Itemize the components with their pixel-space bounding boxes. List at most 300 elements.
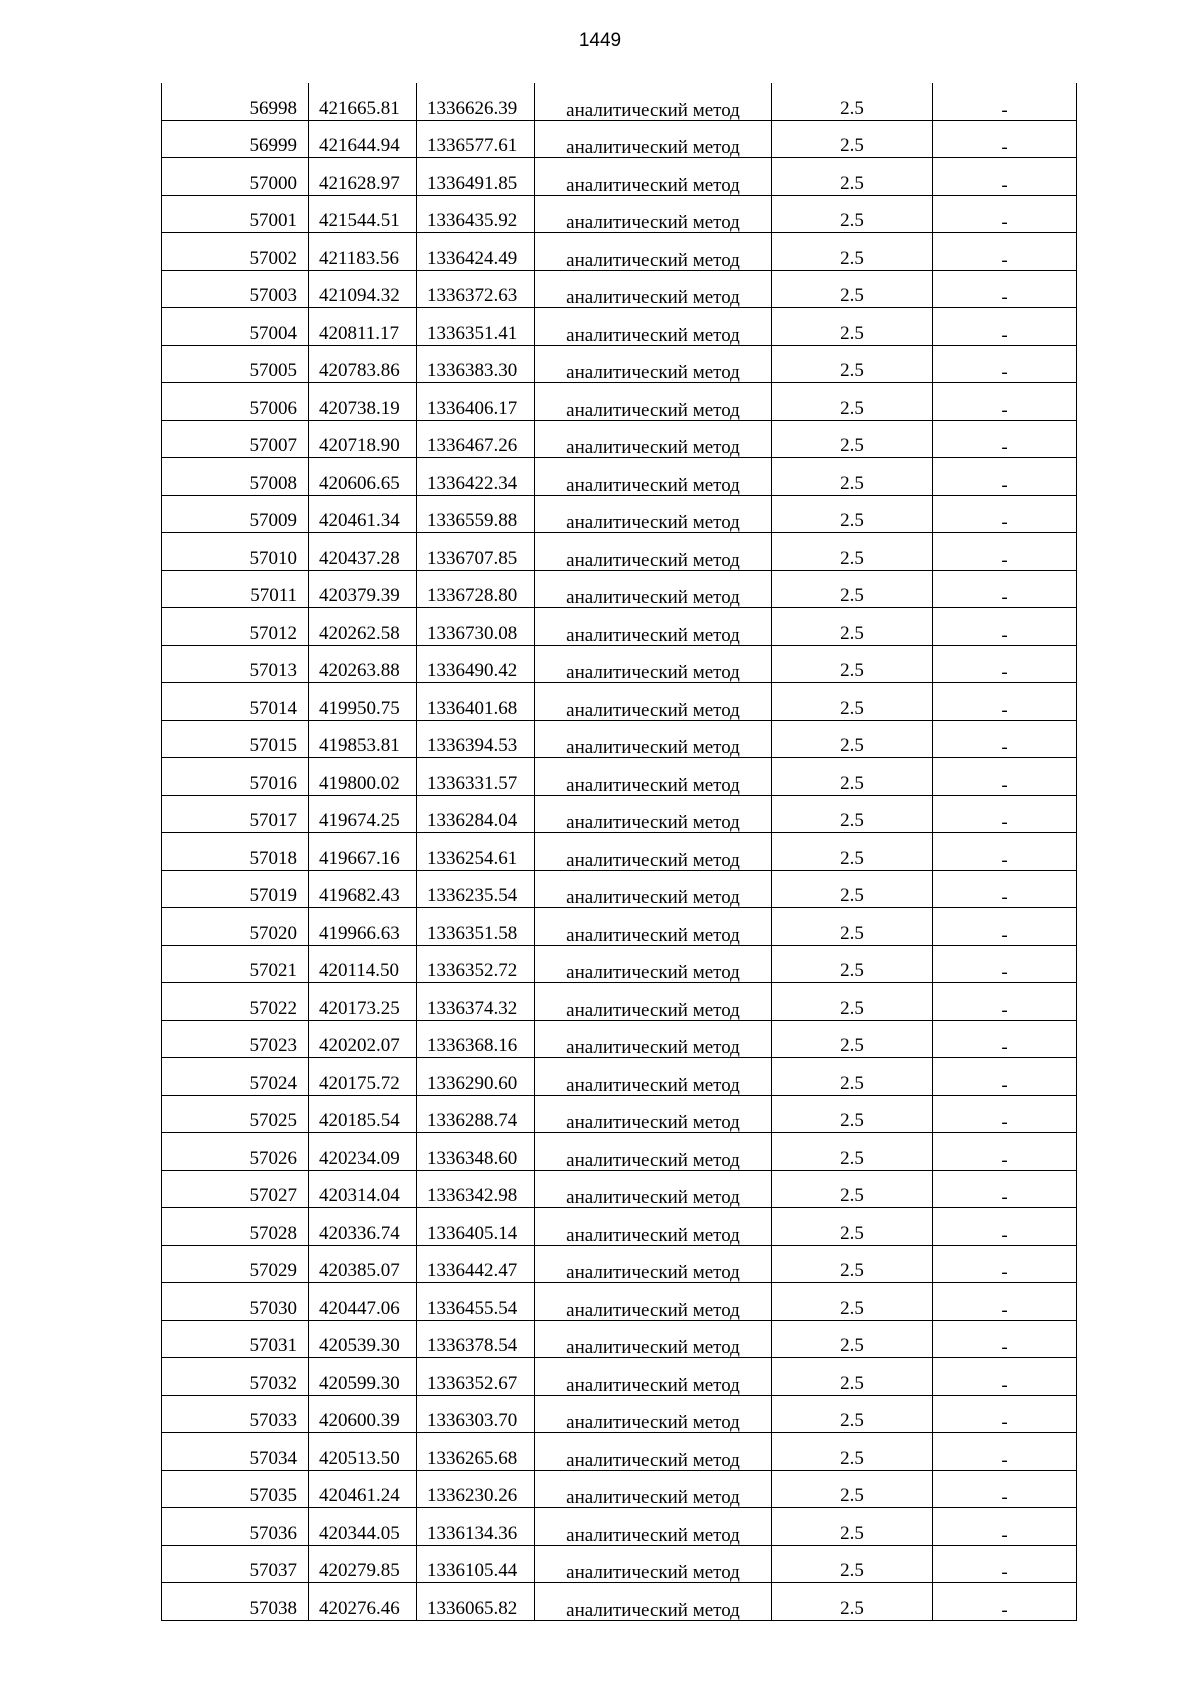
- method-cell-text: аналитический метод: [566, 999, 740, 1021]
- description-cell-text: -: [1001, 774, 1008, 796]
- accuracy-cell: [772, 1470, 933, 1508]
- description-cell: [933, 1545, 1077, 1583]
- point-number-cell-text: 57018: [249, 847, 297, 869]
- x-coordinate-cell: [309, 608, 417, 646]
- point-number-cell: [162, 720, 309, 758]
- method-cell: [535, 83, 772, 120]
- description-cell-text: -: [1001, 437, 1008, 458]
- accuracy-cell-text: 2.5: [840, 585, 864, 606]
- method-cell-text: аналитический метод: [566, 1524, 740, 1546]
- method-cell-text: аналитический метод: [566, 1112, 740, 1133]
- page-number: 1449: [578, 30, 622, 51]
- x-coordinate-cell-text: 419966.63: [319, 922, 400, 944]
- table-row: [162, 608, 1077, 646]
- y-coordinate-cell: [417, 345, 535, 383]
- x-coordinate-cell-text: 419667.16: [319, 847, 400, 869]
- method-cell-text: аналитический метод: [566, 212, 740, 233]
- y-coordinate-cell-text: 1336401.68: [427, 697, 518, 719]
- x-coordinate-cell: [309, 1508, 417, 1546]
- table-row: [162, 233, 1077, 271]
- accuracy-cell: [772, 420, 933, 458]
- accuracy-cell-text: 2.5: [840, 1447, 864, 1469]
- description-cell: [933, 1133, 1077, 1171]
- x-coordinate-cell: [309, 945, 417, 983]
- point-number-cell-text: 57005: [249, 360, 297, 381]
- accuracy-cell: [772, 1320, 933, 1358]
- table-row: [162, 1170, 1077, 1208]
- description-cell: [933, 233, 1077, 271]
- accuracy-cell-text: 2.5: [840, 360, 864, 381]
- x-coordinate-cell-text: 420783.86: [319, 360, 400, 381]
- accuracy-cell: [772, 1170, 933, 1208]
- y-coordinate-cell: [417, 608, 535, 646]
- description-cell-text: -: [1001, 212, 1008, 233]
- accuracy-cell: [772, 1208, 933, 1246]
- description-cell-text: -: [1001, 1112, 1008, 1133]
- accuracy-cell-text: 2.5: [840, 622, 864, 644]
- description-cell-text: -: [1001, 1337, 1008, 1358]
- point-number-cell-text: 57017: [249, 810, 297, 831]
- x-coordinate-cell: [309, 1545, 417, 1583]
- accuracy-cell: [772, 120, 933, 158]
- y-coordinate-cell: [417, 458, 535, 496]
- point-number-cell-text: 57009: [249, 510, 297, 531]
- point-number-cell: [162, 683, 309, 721]
- description-cell-text: -: [1001, 1412, 1008, 1433]
- accuracy-cell: [772, 645, 933, 683]
- x-coordinate-cell: [309, 270, 417, 308]
- method-cell: [535, 495, 772, 533]
- y-coordinate-cell-text: 1336284.04: [427, 810, 518, 831]
- description-cell-text: -: [1001, 1037, 1008, 1058]
- description-cell: [933, 195, 1077, 233]
- point-number-cell: [162, 1470, 309, 1508]
- y-coordinate-cell-text: 1336442.47: [427, 1260, 518, 1281]
- point-number-cell: [162, 1020, 309, 1058]
- point-number-cell-text: 57012: [249, 622, 297, 644]
- table-body: [162, 83, 1077, 1620]
- y-coordinate-cell-text: 1336372.63: [427, 285, 518, 306]
- accuracy-cell-text: 2.5: [840, 885, 864, 906]
- description-cell: [933, 1358, 1077, 1396]
- description-cell-text: -: [1001, 887, 1008, 908]
- x-coordinate-cell-text: 421183.56: [319, 247, 400, 269]
- y-coordinate-cell: [417, 1583, 535, 1621]
- table-row: [162, 533, 1077, 571]
- method-cell: [535, 1470, 772, 1508]
- description-cell: [933, 908, 1077, 946]
- table-row: [162, 720, 1077, 758]
- method-cell-text: аналитический метод: [566, 962, 740, 983]
- point-number-cell: [162, 1095, 309, 1133]
- x-coordinate-cell-text: 421665.81: [319, 97, 400, 119]
- description-cell-text: -: [1001, 99, 1008, 121]
- description-cell: [933, 1470, 1077, 1508]
- description-cell-text: -: [1001, 1299, 1008, 1321]
- point-number-cell-text: 57031: [249, 1335, 297, 1356]
- y-coordinate-cell-text: 1336559.88: [427, 510, 518, 531]
- point-number-cell-text: 57013: [249, 660, 297, 681]
- point-number-cell-text: 57015: [249, 735, 297, 756]
- point-number-cell-text: 57032: [249, 1372, 297, 1394]
- method-cell-text: аналитический метод: [566, 287, 740, 308]
- accuracy-cell: [772, 1358, 933, 1396]
- x-coordinate-cell: [309, 195, 417, 233]
- point-number-cell: [162, 270, 309, 308]
- y-coordinate-cell-text: 1336368.16: [427, 1035, 518, 1056]
- y-coordinate-cell: [417, 1133, 535, 1171]
- table-row: [162, 270, 1077, 308]
- description-cell-text: -: [1001, 512, 1008, 533]
- accuracy-cell-text: 2.5: [840, 847, 864, 869]
- y-coordinate-cell: [417, 495, 535, 533]
- point-number-cell: [162, 758, 309, 796]
- y-coordinate-cell: [417, 195, 535, 233]
- x-coordinate-cell: [309, 908, 417, 946]
- description-cell: [933, 1320, 1077, 1358]
- y-coordinate-cell-text: 1336352.72: [427, 960, 518, 981]
- accuracy-cell: [772, 83, 933, 120]
- point-number-cell-text: 57020: [249, 922, 297, 944]
- x-coordinate-cell-text: 420379.39: [319, 585, 400, 606]
- accuracy-cell-text: 2.5: [840, 1372, 864, 1394]
- method-cell: [535, 683, 772, 721]
- y-coordinate-cell-text: 1336707.85: [427, 547, 518, 569]
- method-cell: [535, 1020, 772, 1058]
- description-cell: [933, 983, 1077, 1021]
- description-cell-text: -: [1001, 1374, 1008, 1396]
- y-coordinate-cell-text: 1336331.57: [427, 772, 518, 794]
- description-cell: [933, 83, 1077, 120]
- accuracy-cell-text: 2.5: [840, 810, 864, 831]
- description-cell-text: -: [1001, 1487, 1008, 1508]
- table-row: [162, 120, 1077, 158]
- method-cell: [535, 645, 772, 683]
- table-row: [162, 1470, 1077, 1508]
- method-cell-text: аналитический метод: [566, 512, 740, 533]
- x-coordinate-cell: [309, 1133, 417, 1171]
- method-cell: [535, 308, 772, 346]
- method-cell: [535, 945, 772, 983]
- description-cell-text: -: [1001, 1149, 1008, 1171]
- method-cell: [535, 1170, 772, 1208]
- x-coordinate-cell-text: 420336.74: [319, 1222, 400, 1244]
- description-cell-text: -: [1001, 1074, 1008, 1096]
- point-number-cell-text: 57011: [250, 585, 297, 606]
- point-number-cell: [162, 495, 309, 533]
- point-number-cell-text: 57024: [249, 1072, 297, 1094]
- point-number-cell: [162, 83, 309, 120]
- x-coordinate-cell-text: 420173.25: [319, 997, 400, 1019]
- point-number-cell: [162, 1170, 309, 1208]
- description-cell: [933, 158, 1077, 196]
- y-coordinate-cell-text: 1336235.54: [427, 885, 518, 906]
- point-number-cell-text: 57001: [249, 210, 297, 231]
- description-cell-text: -: [1001, 699, 1008, 721]
- accuracy-cell-text: 2.5: [840, 285, 864, 306]
- y-coordinate-cell: [417, 420, 535, 458]
- table-row: [162, 458, 1077, 496]
- x-coordinate-cell: [309, 120, 417, 158]
- table-row: [162, 1208, 1077, 1246]
- accuracy-cell-text: 2.5: [840, 210, 864, 231]
- description-cell-text: -: [1001, 362, 1008, 383]
- x-coordinate-cell: [309, 1170, 417, 1208]
- method-cell: [535, 608, 772, 646]
- method-cell-text: аналитический метод: [566, 1262, 740, 1283]
- x-coordinate-cell-text: 421628.97: [319, 172, 400, 194]
- method-cell-text: аналитический метод: [566, 1187, 740, 1208]
- point-number-cell: [162, 383, 309, 421]
- method-cell-text: аналитический метод: [566, 1487, 740, 1508]
- point-number-cell: [162, 945, 309, 983]
- accuracy-cell-text: 2.5: [840, 1110, 864, 1131]
- point-number-cell: [162, 1283, 309, 1321]
- y-coordinate-cell: [417, 120, 535, 158]
- method-cell: [535, 158, 772, 196]
- method-cell: [535, 533, 772, 571]
- accuracy-cell-text: 2.5: [840, 1260, 864, 1281]
- point-number-cell-text: 57036: [249, 1522, 297, 1544]
- accuracy-cell-text: 2.5: [840, 472, 864, 494]
- method-cell: [535, 383, 772, 421]
- table-row: [162, 645, 1077, 683]
- accuracy-cell: [772, 270, 933, 308]
- x-coordinate-cell-text: 420114.50: [319, 960, 400, 981]
- method-cell: [535, 795, 772, 833]
- description-cell: [933, 1283, 1077, 1321]
- method-cell-text: аналитический метод: [566, 812, 740, 833]
- table-row: [162, 1095, 1077, 1133]
- y-coordinate-cell-text: 1336065.82: [427, 1597, 518, 1619]
- accuracy-cell-text: 2.5: [840, 172, 864, 194]
- table-row: [162, 1320, 1077, 1358]
- x-coordinate-cell-text: 421644.94: [319, 135, 400, 156]
- point-number-cell-text: 57010: [249, 547, 297, 569]
- y-coordinate-cell-text: 1336455.54: [427, 1297, 518, 1319]
- description-cell: [933, 683, 1077, 721]
- table-row: [162, 1020, 1077, 1058]
- point-number-cell-text: 57008: [249, 472, 297, 494]
- description-cell-text: -: [1001, 174, 1008, 196]
- y-coordinate-cell: [417, 1283, 535, 1321]
- y-coordinate-cell-text: 1336626.39: [427, 97, 518, 119]
- description-cell: [933, 1508, 1077, 1546]
- point-number-cell: [162, 983, 309, 1021]
- table-row: [162, 195, 1077, 233]
- x-coordinate-cell-text: 419853.81: [319, 735, 400, 756]
- x-coordinate-cell-text: 419950.75: [319, 697, 400, 719]
- description-cell: [933, 1245, 1077, 1283]
- method-cell: [535, 233, 772, 271]
- y-coordinate-cell-text: 1336405.14: [427, 1222, 518, 1244]
- accuracy-cell-text: 2.5: [840, 960, 864, 981]
- accuracy-cell: [772, 1133, 933, 1171]
- method-cell-text: аналитический метод: [566, 437, 740, 458]
- point-number-cell: [162, 645, 309, 683]
- table-row: [162, 908, 1077, 946]
- description-cell: [933, 345, 1077, 383]
- point-number-cell-text: 56998: [249, 97, 297, 119]
- description-cell: [933, 833, 1077, 871]
- point-number-cell: [162, 1583, 309, 1621]
- method-cell: [535, 1395, 772, 1433]
- y-coordinate-cell-text: 1336351.58: [427, 922, 518, 944]
- y-coordinate-cell-text: 1336383.30: [427, 360, 518, 381]
- accuracy-cell-text: 2.5: [840, 1560, 864, 1581]
- accuracy-cell: [772, 795, 933, 833]
- method-cell-text: аналитический метод: [566, 924, 740, 946]
- method-cell: [535, 758, 772, 796]
- description-cell: [933, 870, 1077, 908]
- method-cell-text: аналитический метод: [566, 624, 740, 646]
- accuracy-cell-text: 2.5: [840, 1035, 864, 1056]
- table-row: [162, 308, 1077, 346]
- accuracy-cell: [772, 570, 933, 608]
- description-cell-text: -: [1001, 812, 1008, 833]
- method-cell-text: аналитический метод: [566, 1599, 740, 1621]
- method-cell: [535, 870, 772, 908]
- description-cell: [933, 533, 1077, 571]
- x-coordinate-cell-text: 420262.58: [319, 622, 400, 644]
- description-cell: [933, 1208, 1077, 1246]
- point-number-cell: [162, 795, 309, 833]
- method-cell: [535, 120, 772, 158]
- description-cell: [933, 383, 1077, 421]
- table-row: [162, 1583, 1077, 1621]
- method-cell-text: аналитический метод: [566, 474, 740, 496]
- method-cell-text: аналитический метод: [566, 849, 740, 871]
- description-cell-text: -: [1001, 1599, 1008, 1621]
- method-cell: [535, 833, 772, 871]
- point-number-cell-text: 57028: [249, 1222, 297, 1244]
- x-coordinate-cell: [309, 1320, 417, 1358]
- table-row: [162, 833, 1077, 871]
- y-coordinate-cell-text: 1336467.26: [427, 435, 518, 456]
- description-cell: [933, 120, 1077, 158]
- point-number-cell: [162, 195, 309, 233]
- y-coordinate-cell-text: 1336348.60: [427, 1147, 518, 1169]
- table-row: [162, 1283, 1077, 1321]
- point-number-cell-text: 57033: [249, 1410, 297, 1431]
- method-cell: [535, 983, 772, 1021]
- point-number-cell-text: 57038: [249, 1597, 297, 1619]
- description-cell: [933, 308, 1077, 346]
- y-coordinate-cell: [417, 870, 535, 908]
- y-coordinate-cell: [417, 1508, 535, 1546]
- method-cell-text: аналитический метод: [566, 662, 740, 683]
- x-coordinate-cell: [309, 495, 417, 533]
- description-cell: [933, 420, 1077, 458]
- description-cell-text: -: [1001, 249, 1008, 271]
- method-cell-text: аналитический метод: [566, 737, 740, 758]
- accuracy-cell: [772, 383, 933, 421]
- x-coordinate-cell: [309, 420, 417, 458]
- x-coordinate-cell: [309, 645, 417, 683]
- point-number-cell: [162, 570, 309, 608]
- point-number-cell-text: 57003: [249, 285, 297, 306]
- accuracy-cell: [772, 1395, 933, 1433]
- point-number-cell: [162, 1208, 309, 1246]
- description-cell-text: -: [1001, 1187, 1008, 1208]
- accuracy-cell-text: 2.5: [840, 435, 864, 456]
- y-coordinate-cell: [417, 1358, 535, 1396]
- description-cell: [933, 270, 1077, 308]
- accuracy-cell-text: 2.5: [840, 697, 864, 719]
- accuracy-cell: [772, 1433, 933, 1471]
- description-cell-text: -: [1001, 287, 1008, 308]
- y-coordinate-cell-text: 1336490.42: [427, 660, 518, 681]
- point-number-cell: [162, 1058, 309, 1096]
- table-row: [162, 570, 1077, 608]
- x-coordinate-cell: [309, 1245, 417, 1283]
- point-number-cell-text: 57035: [249, 1485, 297, 1506]
- y-coordinate-cell: [417, 1245, 535, 1283]
- y-coordinate-cell: [417, 833, 535, 871]
- accuracy-cell-text: 2.5: [840, 97, 864, 119]
- point-number-cell-text: 56999: [249, 135, 297, 156]
- method-cell-text: аналитический метод: [566, 399, 740, 421]
- table-row: [162, 945, 1077, 983]
- x-coordinate-cell-text: 420811.17: [319, 322, 400, 344]
- accuracy-cell: [772, 1245, 933, 1283]
- accuracy-cell-text: 2.5: [840, 772, 864, 794]
- description-cell-text: -: [1001, 549, 1008, 571]
- accuracy-cell: [772, 1583, 933, 1621]
- y-coordinate-cell: [417, 908, 535, 946]
- description-cell-text: -: [1001, 324, 1008, 346]
- y-coordinate-cell: [417, 645, 535, 683]
- point-number-cell-text: 57014: [249, 697, 297, 719]
- method-cell: [535, 1058, 772, 1096]
- x-coordinate-cell: [309, 683, 417, 721]
- method-cell: [535, 1283, 772, 1321]
- x-coordinate-cell-text: 420185.54: [319, 1110, 400, 1131]
- method-cell: [535, 1095, 772, 1133]
- x-coordinate-cell: [309, 1058, 417, 1096]
- accuracy-cell: [772, 495, 933, 533]
- y-coordinate-cell-text: 1336351.41: [427, 322, 518, 344]
- accuracy-cell-text: 2.5: [840, 735, 864, 756]
- x-coordinate-cell: [309, 308, 417, 346]
- y-coordinate-cell-text: 1336134.36: [427, 1522, 518, 1544]
- description-cell: [933, 608, 1077, 646]
- method-cell: [535, 1358, 772, 1396]
- y-coordinate-cell-text: 1336577.61: [427, 135, 518, 156]
- method-cell: [535, 1133, 772, 1171]
- description-cell: [933, 1058, 1077, 1096]
- accuracy-cell-text: 2.5: [840, 397, 864, 419]
- accuracy-cell-text: 2.5: [840, 247, 864, 269]
- y-coordinate-cell-text: 1336378.54: [427, 1335, 518, 1356]
- x-coordinate-cell: [309, 83, 417, 120]
- table-row: [162, 795, 1077, 833]
- method-cell-text: аналитический метод: [566, 362, 740, 383]
- description-cell-text: -: [1001, 1262, 1008, 1283]
- y-coordinate-cell: [417, 158, 535, 196]
- x-coordinate-cell: [309, 458, 417, 496]
- method-cell: [535, 1583, 772, 1621]
- point-number-cell: [162, 1545, 309, 1583]
- accuracy-cell-text: 2.5: [840, 1297, 864, 1319]
- x-coordinate-cell: [309, 1095, 417, 1133]
- point-number-cell: [162, 533, 309, 571]
- method-cell: [535, 195, 772, 233]
- method-cell-text: аналитический метод: [566, 587, 740, 608]
- y-coordinate-cell: [417, 308, 535, 346]
- y-coordinate-cell-text: 1336491.85: [427, 172, 518, 194]
- y-coordinate-cell: [417, 1095, 535, 1133]
